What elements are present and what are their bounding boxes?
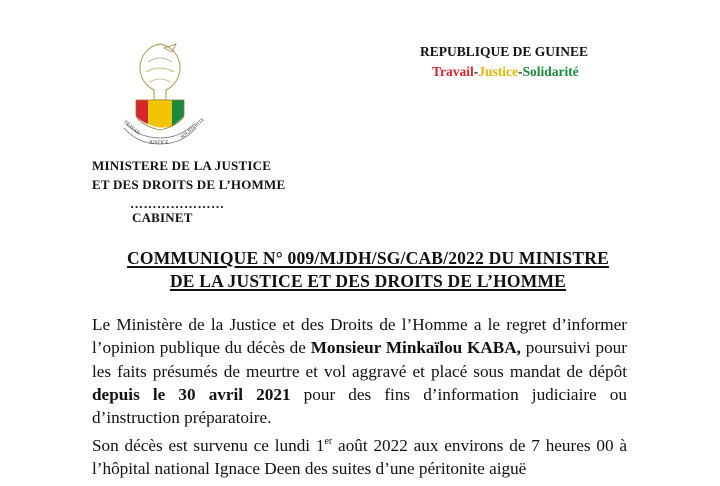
motto-solidarite: Solidarité	[522, 64, 579, 79]
paragraph-2	[92, 434, 627, 481]
detention-date: depuis le 30 avril 2021	[92, 384, 291, 404]
paragraph-1	[92, 313, 627, 429]
paragraph-2-text: août 2022 aux environs de 7 heures 00 à l’hôpital national Ignace Deen des suites d’une péritonite aiguë	[92, 436, 627, 479]
emblem-text-justice: JUSTICE	[149, 141, 169, 146]
communique-title-line1: COMMUNIQUE N° 009/MJDH/SG/CAB/2022 DU MINISTRE	[127, 248, 609, 268]
paragraph-1-text: pour des fins d’information judiciaire ou d’instruction préparatoire.	[92, 384, 627, 428]
ordinal-suffix: er	[324, 436, 333, 447]
motto-travail: Travail	[432, 64, 474, 79]
ministry-name-line1: MINISTERE DE LA JUSTICE	[92, 158, 272, 173]
republic-header	[420, 42, 640, 82]
emblem-text-travail: TRAVAIL	[122, 119, 142, 137]
motto-separator: -	[518, 64, 523, 79]
motto-separator: -	[473, 64, 479, 79]
ministry-header	[92, 156, 285, 226]
communique-title-line2: DE LA JUSTICE ET DES DROITS DE L’HOMME	[169, 271, 567, 291]
coat-of-arms-emblem	[118, 40, 206, 152]
paragraph-1-text: poursuivi pour les faits présumés de meurtre et vol aggravé et placé sous mandat de dépôt	[92, 338, 627, 381]
national-motto	[432, 62, 640, 82]
communique-title	[90, 247, 646, 293]
republic-title: REPUBLIQUE DE GUINEE	[420, 44, 589, 59]
motto-justice: Justice	[478, 64, 518, 79]
cabinet-label: CABINET	[132, 210, 193, 225]
emblem-text-solidarite: SOLIDARITE	[180, 117, 206, 141]
person-name: Monsieur Minkaïlou KABA,	[310, 338, 521, 358]
paragraph-1-text: Le Ministère de la Justice et des Droits de l’Homme a le regret d’informer l’opinion publique du décès de	[92, 315, 627, 358]
dotted-separator: …………………	[130, 196, 225, 211]
paragraph-2-text: Son décès est survenu ce lundi 1	[92, 436, 325, 455]
ministry-name-line2: ET DES DROITS DE L’HOMME	[92, 177, 286, 192]
